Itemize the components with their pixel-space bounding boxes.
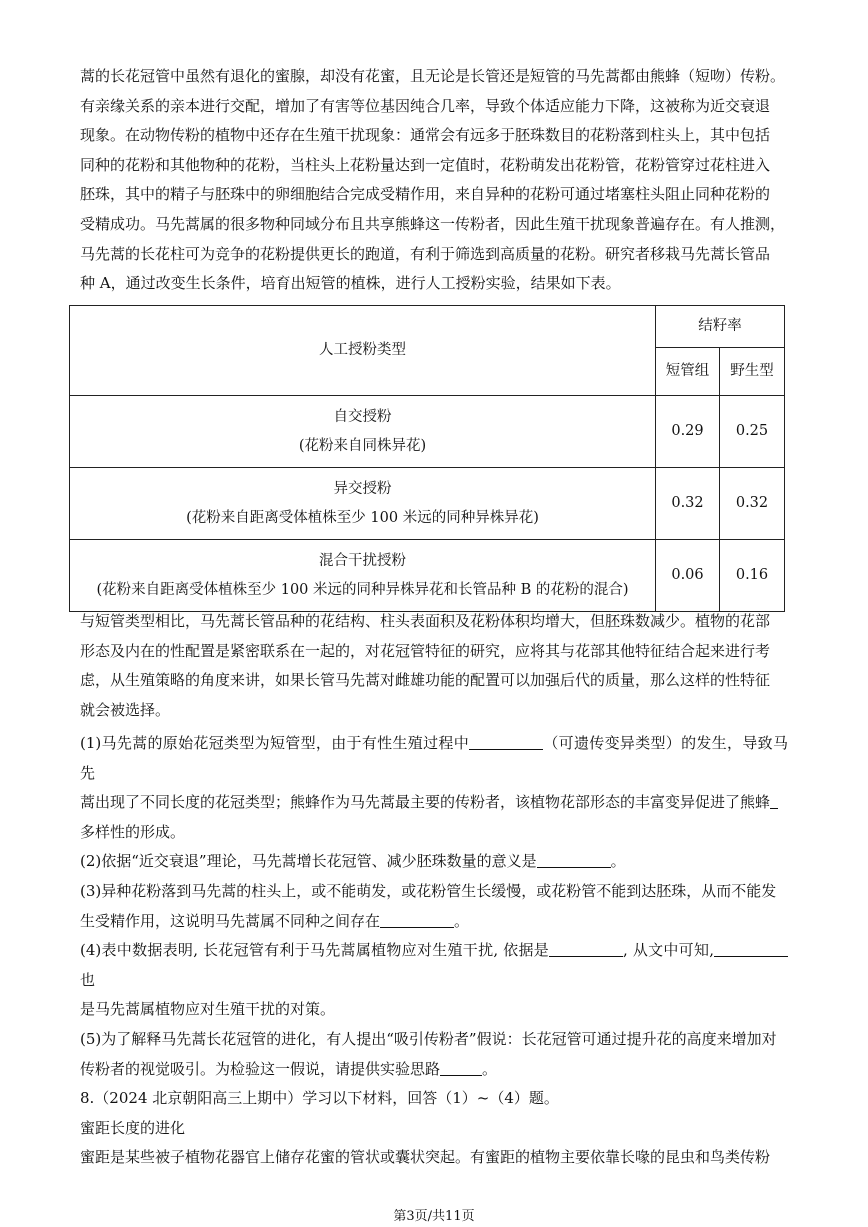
question-text: 也 [80,970,96,989]
answer-blank[interactable] [440,1059,482,1076]
question-5-line-1: (5)为了解释马先蒿长花冠管的进化，有人提出“吸引传粉者”假说：长花冠管可通过提升花的高度来增加对 [80,1029,777,1048]
question-text: 。 [610,852,626,871]
text-line: 有亲缘关系的亲本进行交配，增加了有害等位基因纯合几率，导致个体适应能力下降，这被称为近交衰退 [80,96,771,115]
table-header-seed-set-rate: 结籽率 [656,306,785,348]
pollination-results-table [69,305,785,612]
question-text: 生受精作用，这说明马先蒿属不同种之间存在 [80,911,381,930]
table-header-pollination-type: 人工授粉类型 [70,306,656,396]
row-type-name: 混合干扰授粉 [319,552,406,569]
question-1-line-2 [80,788,788,818]
question-text: (2)依据“近交衰退”理论，马先蒿增长花冠管、减少胚珠数量的意义是 [80,852,537,871]
question-1-line-1 [80,729,788,788]
question-text: 。 [482,1059,498,1078]
text-line: 就会被选择。 [80,700,171,719]
text-line: 受精成功。马先蒿属的很多物种同域分布且共享熊蜂这一传粉者，因此生殖干扰现象普遍存在。有人推测， [80,214,786,233]
row-type-name: 异交授粉 [333,480,392,497]
question-4-line-1 [80,936,788,995]
row-type-cell [70,540,656,612]
intro-paragraph [80,62,788,299]
question-text: 。 [454,911,470,930]
text-line: 蒿的长花冠管中虽然有退化的蜜腺，却没有花蜜，且无论是长管还是短管的马先蒿都由熊蜂（短吻）传粉。 [80,67,786,85]
answer-blank[interactable] [714,940,788,957]
table-subheader-wild-type: 野生型 [720,348,785,396]
question-1-line-3: 多样性的形成。 [80,822,186,841]
wild-type-value: 0.16 [720,540,785,612]
text-line: 虑，从生殖策略的角度来讲，如果长管马先蒿对雌雄功能的配置可以加强后代的质量，那么这样的性特征 [80,671,771,690]
question-3-line-1: (3)异种花粉落到马先蒿的柱头上，或不能萌发，或花粉管生长缓慢，或花粉管不能到达胚珠，从而不能发 [80,881,777,900]
question-text: (1)马先蒿的原始花冠类型为短管型，由于有性生殖过程中 [80,734,470,752]
question-text: 传粉者的视觉吸引。为检验这一假说，请提供实验思路 [80,1059,441,1078]
text-line: 与短管类型相比，马先蒿长管品种的花结构、柱头表面积及花粉体积均增大，但胚珠数减少。植物的花部 [80,612,771,630]
questions-block [80,729,788,1173]
answer-blank[interactable] [770,792,778,809]
short-tube-value: 0.32 [656,468,720,540]
table-row [70,540,785,612]
question-5-line-2 [80,1055,788,1085]
text-line: 蜜距是某些被子植物花器官上储存花蜜的管状或囊状突起。有蜜距的植物主要依靠长喙的昆虫和鸟类传粉 [80,1148,771,1167]
text-line: 同种的花粉和其他物种的花粉，当柱头上花粉量达到一定值时，花粉萌发出花粉管，花粉管穿过花柱进入 [80,155,771,174]
table-row [70,468,785,540]
after-table-paragraph [80,607,788,725]
text-line: 马先蒿的长花柱可为竞争的花粉提供更长的跑道，有利于筛选到高质量的花粉。研究者移栽马先蒿长管品 [80,244,771,263]
wild-type-value: 0.32 [720,468,785,540]
text-line: 胚珠，其中的精子与胚珠中的卵细胞结合完成受精作用，来自异种的花粉可通过堵塞柱头阻止同种花粉的 [80,185,771,204]
row-type-name: 自交授粉 [333,408,392,425]
answer-blank[interactable] [380,911,454,928]
question-8-header: 8.（2024 北京朝阳高三上期中）学习以下材料，回答（1）~（4）题。 [80,1089,559,1108]
question-text: (4)表中数据表明, 长花冠管有利于马先蒿属植物应对生殖干扰, 依据是 [80,941,550,960]
wild-type-value: 0.25 [720,396,785,468]
table-subheader-short-tube: 短管组 [656,348,720,396]
answer-blank[interactable] [469,733,543,750]
short-tube-value: 0.29 [656,396,720,468]
section-title: 蜜距长度的进化 [80,1118,186,1137]
table-row [70,396,785,468]
row-type-cell [70,468,656,540]
text-line: 种 A，通过改变生长条件，培育出短管的植株，进行人工授粉实验，结果如下表。 [80,274,621,293]
short-tube-value: 0.06 [656,540,720,612]
text-line: 形态及内在的性配置是紧密联系在一起的，对花冠管特征的研究，应将其与花部其他特征结合起来进行考 [80,641,771,660]
question-4-line-2: 是马先蒿属植物应对生殖干扰的对策。 [80,1000,336,1019]
answer-blank[interactable] [549,940,623,957]
text-line: 现象。在动物传粉的植物中还存在生殖干扰现象：通常会有远多于胚珠数目的花粉落到柱头上，其中包括 [80,126,771,145]
row-type-note: (花粉来自距离受体植株至少 100 米远的同种异株异花和长管品种 B 的花粉的混合) [96,581,629,598]
question-3-line-2 [80,907,788,937]
question-text: 蒿出现了不同长度的花冠类型；熊蜂作为马先蒿最主要的传粉者，该植物花部形态的丰富变异促进了熊蜂 [80,793,771,812]
question-text: , 从文中可知, [623,941,715,960]
question-text: （可遗传变异类型）的发生，导致马先 [80,734,788,782]
row-type-note: (花粉来自同株异花) [298,437,427,454]
row-type-note: (花粉来自距离受体植株至少 100 米远的同种异株异花) [186,509,539,526]
row-type-cell [70,396,656,468]
page-footer: 第3页/共11页 [393,1209,475,1224]
answer-blank[interactable] [537,851,611,868]
question-2 [80,847,788,877]
